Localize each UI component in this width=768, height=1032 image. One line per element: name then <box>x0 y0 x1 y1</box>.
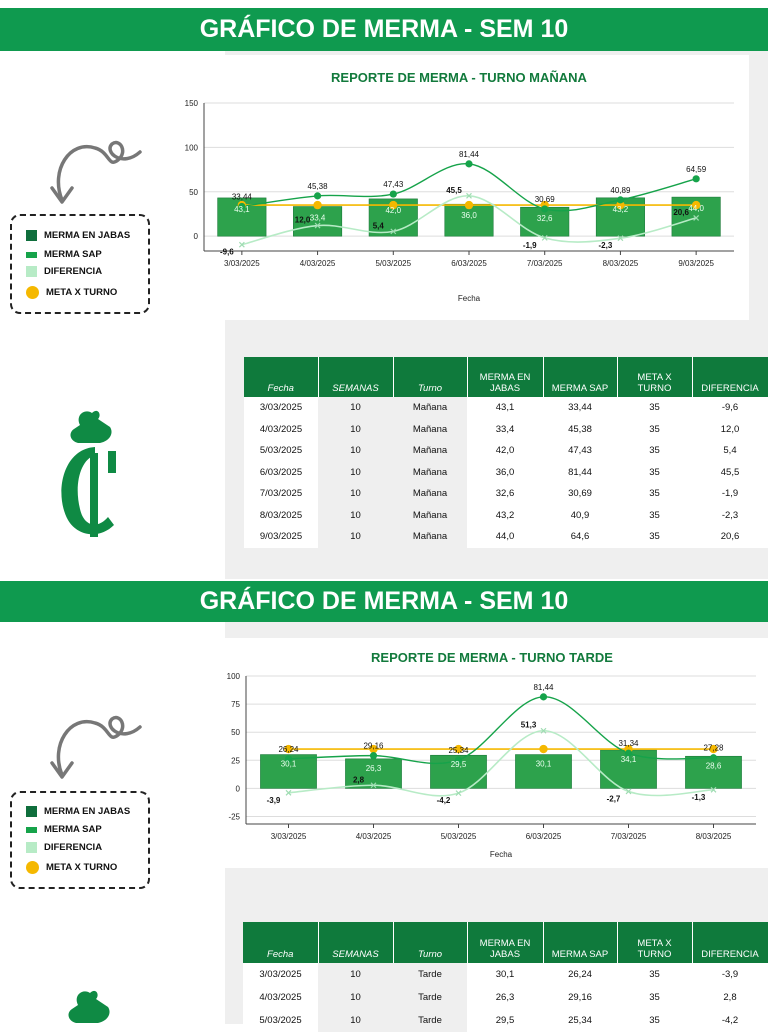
y-tick-label: 50 <box>231 728 240 738</box>
y-tick-label: 25 <box>231 756 240 766</box>
section-banner: GRÁFICO DE MERMA - SEM 10 <box>0 581 768 622</box>
table-cell: 7/03/2025 <box>244 483 318 505</box>
table-cell: 3/03/2025 <box>243 963 318 986</box>
y-tick-label: 0 <box>193 232 198 242</box>
sap-data-label: 27,28 <box>703 743 724 753</box>
table-cell: 6/03/2025 <box>244 462 318 484</box>
bar-data-label: 26,3 <box>365 763 382 773</box>
company-logo-icon <box>50 405 125 540</box>
sap-point <box>693 175 700 182</box>
table-cell: Tarde <box>393 1009 467 1032</box>
sap-data-label: 26,24 <box>278 744 299 754</box>
table-cell: 32,6 <box>467 483 543 505</box>
legend-item: MERMA SAP <box>26 824 102 835</box>
table-cell: 10 <box>318 462 393 484</box>
x-tick-label: 7/03/2025 <box>610 832 647 841</box>
x-tick-label: 4/03/2025 <box>355 832 392 841</box>
sap-data-label: 29,16 <box>363 741 384 751</box>
table-cell: -3,9 <box>692 963 768 986</box>
table-cell: 4/03/2025 <box>244 419 318 441</box>
table-cell: 35 <box>617 419 692 441</box>
diferencia-data-label: 2,8 <box>352 775 365 785</box>
diferencia-data-label: -4,2 <box>436 796 451 806</box>
table-cell: 64,6 <box>543 526 617 548</box>
sap-point <box>541 205 548 212</box>
y-tick-label: 50 <box>189 187 198 197</box>
data-table-manana <box>244 357 768 548</box>
table-cell: Mañana <box>393 526 467 548</box>
diferencia-data-label: -1,3 <box>691 792 706 802</box>
table-cell: 35 <box>617 526 692 548</box>
column-header: Turno <box>393 357 467 397</box>
x-tick-label: 3/03/2025 <box>224 259 260 268</box>
table-cell: Tarde <box>393 963 467 986</box>
table-cell: 47,43 <box>543 440 617 462</box>
table-cell: 5/03/2025 <box>244 440 318 462</box>
table-cell: 35 <box>617 1009 692 1032</box>
x-axis-label: Fecha <box>489 850 513 859</box>
legend-item: MERMA EN JABAS <box>26 230 130 241</box>
table-row <box>243 986 768 1009</box>
bar-data-label: 42,0 <box>385 205 402 215</box>
table-cell: 25,34 <box>543 1009 617 1032</box>
column-header: META X TURNO <box>617 357 692 397</box>
table-cell: -4,2 <box>692 1009 768 1032</box>
table-cell: 9/03/2025 <box>244 526 318 548</box>
sap-data-label: 33,44 <box>231 192 252 202</box>
table-cell: Mañana <box>393 462 467 484</box>
table-cell: 45,5 <box>692 462 768 484</box>
column-header: MERMA EN JABAS <box>467 357 543 397</box>
column-header: MERMA SAP <box>543 922 617 963</box>
table-cell: 10 <box>318 483 393 505</box>
diferencia-data-label: 20,6 <box>673 207 689 217</box>
sap-data-label: 31,34 <box>618 739 639 749</box>
x-tick-label: 8/03/2025 <box>695 832 732 841</box>
chart-card-manana <box>168 55 749 320</box>
table-row <box>244 505 768 527</box>
column-header: MERMA EN JABAS <box>467 922 543 963</box>
curved-arrow-icon <box>40 130 150 210</box>
line-swatch-icon <box>26 252 37 258</box>
column-header: DIFERENCIA <box>692 357 768 397</box>
table-cell: Mañana <box>393 505 467 527</box>
table-cell: 81,44 <box>543 462 617 484</box>
table-cell: 45,38 <box>543 419 617 441</box>
sap-point <box>314 192 321 199</box>
table-row <box>244 397 768 419</box>
table-cell: 33,4 <box>467 419 543 441</box>
table-cell: 35 <box>617 397 692 419</box>
line-swatch-icon <box>26 842 37 853</box>
chart-manana <box>168 55 749 320</box>
x-tick-label: 6/03/2025 <box>525 832 562 841</box>
table-cell: Mañana <box>393 440 467 462</box>
table-cell: 42,0 <box>467 440 543 462</box>
table-cell: 43,2 <box>467 505 543 527</box>
sap-point <box>465 160 472 167</box>
sap-data-label: 47,43 <box>383 180 404 190</box>
table-cell: 30,1 <box>467 963 543 986</box>
diferencia-data-label: -3,9 <box>266 795 281 805</box>
x-tick-label: 7/03/2025 <box>526 259 563 268</box>
table-cell: 40,9 <box>543 505 617 527</box>
chart-title: REPORTE DE MERMA - TURNO MAÑANA <box>331 70 587 85</box>
table-cell: 5/03/2025 <box>243 1009 318 1032</box>
meta-point <box>539 745 547 753</box>
y-tick-label: -25 <box>228 812 240 822</box>
table-cell: 35 <box>617 462 692 484</box>
table-cell: 43,1 <box>467 397 543 419</box>
chart-legend <box>10 214 150 314</box>
table-cell: 4/03/2025 <box>243 986 318 1009</box>
table-row <box>244 483 768 505</box>
x-tick-label: 4/03/2025 <box>299 259 336 268</box>
table-cell: 10 <box>318 505 393 527</box>
x-axis-label: Fecha <box>457 294 481 303</box>
table-cell: Tarde <box>393 986 467 1009</box>
table-cell: Mañana <box>393 483 467 505</box>
column-header: SEMANAS <box>318 357 393 397</box>
table-cell: 33,44 <box>543 397 617 419</box>
sap-point <box>540 693 547 700</box>
chart-legend <box>10 791 150 889</box>
column-header: DIFERENCIA <box>692 922 768 963</box>
table-cell: 30,69 <box>543 483 617 505</box>
table-cell: 35 <box>617 440 692 462</box>
table-cell: 26,3 <box>467 986 543 1009</box>
sap-data-label: 81,44 <box>458 149 480 159</box>
bar-swatch-icon <box>26 230 37 241</box>
legend-item: DIFERENCIA <box>26 842 102 853</box>
chart-tarde <box>210 638 768 868</box>
meta-point <box>465 201 473 209</box>
bar-data-label: 29,5 <box>450 760 467 770</box>
x-tick-label: 6/03/2025 <box>451 259 487 268</box>
bar-data-label: 44,0 <box>688 204 704 214</box>
legend-item: META X TURNO <box>26 286 117 299</box>
sap-point <box>390 190 397 197</box>
table-cell: 29,16 <box>543 986 617 1009</box>
bar-data-label: 34,1 <box>620 755 637 765</box>
sap-point <box>617 196 624 203</box>
table-cell: 8/03/2025 <box>244 505 318 527</box>
column-header: META X TURNO <box>617 922 692 963</box>
table-cell: 10 <box>318 1009 393 1032</box>
table-cell: 10 <box>318 986 393 1009</box>
sap-data-label: 81,44 <box>533 682 554 692</box>
bar-data-label: 33,4 <box>309 213 326 223</box>
sap-data-label: 30,69 <box>534 194 555 204</box>
y-tick-label: 100 <box>184 143 198 153</box>
diferencia-data-label: -9,6 <box>219 247 234 257</box>
bar-data-label: 36,0 <box>461 211 477 221</box>
bar-data-label: 43,2 <box>612 204 629 214</box>
table-cell: 20,6 <box>692 526 768 548</box>
legend-item: DIFERENCIA <box>26 266 102 277</box>
table-cell: 10 <box>318 397 393 419</box>
bar-data-label: 28,6 <box>705 761 722 771</box>
bar-data-label: 30,1 <box>280 759 297 769</box>
curved-arrow-icon <box>40 705 150 785</box>
table-cell: 3/03/2025 <box>244 397 318 419</box>
table-cell: -1,9 <box>692 483 768 505</box>
y-tick-label: 100 <box>226 672 240 681</box>
column-header: SEMANAS <box>318 922 393 963</box>
table-cell: 35 <box>617 963 692 986</box>
table-cell: 35 <box>617 505 692 527</box>
column-header: Fecha <box>243 922 318 963</box>
sap-data-label: 45,38 <box>307 181 328 191</box>
sap-point <box>370 752 377 759</box>
table-cell: 2,8 <box>692 986 768 1009</box>
x-tick-label: 8/03/2025 <box>602 259 639 268</box>
table-cell: 10 <box>318 440 393 462</box>
column-header: Turno <box>393 922 467 963</box>
sap-point <box>710 754 717 761</box>
diferencia-data-label: -2,3 <box>598 241 613 251</box>
table-row <box>243 963 768 986</box>
diferencia-data-label: 12,0 <box>294 215 311 225</box>
legend-item: MERMA EN JABAS <box>26 806 130 817</box>
legend-item: MERMA SAP <box>26 249 102 260</box>
table-cell: 26,24 <box>543 963 617 986</box>
table-row <box>244 419 768 441</box>
x-tick-label: 9/03/2025 <box>678 259 714 268</box>
line-swatch-icon <box>26 266 37 277</box>
sap-data-label: 40,89 <box>610 185 631 195</box>
section-banner: GRÁFICO DE MERMA - SEM 10 <box>0 8 768 51</box>
table-cell: -9,6 <box>692 397 768 419</box>
table-cell: Mañana <box>393 419 467 441</box>
x-tick-label: 5/03/2025 <box>375 259 412 268</box>
bar-data-label: 43,1 <box>234 204 250 214</box>
diferencia-data-label: 5,4 <box>372 221 384 231</box>
meta-point <box>313 201 321 209</box>
table-row <box>243 1009 768 1032</box>
line-swatch-icon <box>26 827 37 833</box>
y-tick-label: 75 <box>231 700 240 710</box>
marker-swatch-icon <box>26 286 39 299</box>
y-tick-label: 0 <box>235 784 240 794</box>
table-cell: 35 <box>617 483 692 505</box>
table-cell: 12,0 <box>692 419 768 441</box>
table-cell: 35 <box>617 986 692 1009</box>
table-cell: 10 <box>318 963 393 986</box>
table-cell: -2,3 <box>692 505 768 527</box>
bar-data-label: 30,1 <box>535 759 552 769</box>
table-row <box>244 526 768 548</box>
x-tick-label: 3/03/2025 <box>270 832 307 841</box>
diferencia-data-label: 45,5 <box>446 185 462 195</box>
diferencia-data-label: -1,9 <box>522 240 537 250</box>
y-tick-label: 150 <box>184 99 198 108</box>
diferencia-data-label: 51,3 <box>520 720 537 730</box>
sap-data-label: 25,34 <box>448 745 469 755</box>
column-header: Fecha <box>244 357 318 397</box>
marker-swatch-icon <box>26 861 39 874</box>
bar-data-label: 32,6 <box>536 214 553 224</box>
column-header: MERMA SAP <box>543 357 617 397</box>
table-row <box>244 462 768 484</box>
table-row <box>244 440 768 462</box>
sap-data-label: 64,59 <box>686 164 707 174</box>
table-cell: 10 <box>318 526 393 548</box>
legend-item: META X TURNO <box>26 861 117 874</box>
table-cell: 5,4 <box>692 440 768 462</box>
table-cell: Mañana <box>393 397 467 419</box>
diferencia-data-label: -2,7 <box>606 794 621 804</box>
company-logo-icon <box>48 985 123 1025</box>
table-cell: 44,0 <box>467 526 543 548</box>
bar-swatch-icon <box>26 806 37 817</box>
table-cell: 29,5 <box>467 1009 543 1032</box>
table-cell: 36,0 <box>467 462 543 484</box>
chart-card-tarde <box>210 638 768 868</box>
x-tick-label: 5/03/2025 <box>440 832 477 841</box>
chart-title: REPORTE DE MERMA - TURNO TARDE <box>371 650 613 665</box>
table-cell: 10 <box>318 419 393 441</box>
data-table-tarde <box>243 922 768 1032</box>
